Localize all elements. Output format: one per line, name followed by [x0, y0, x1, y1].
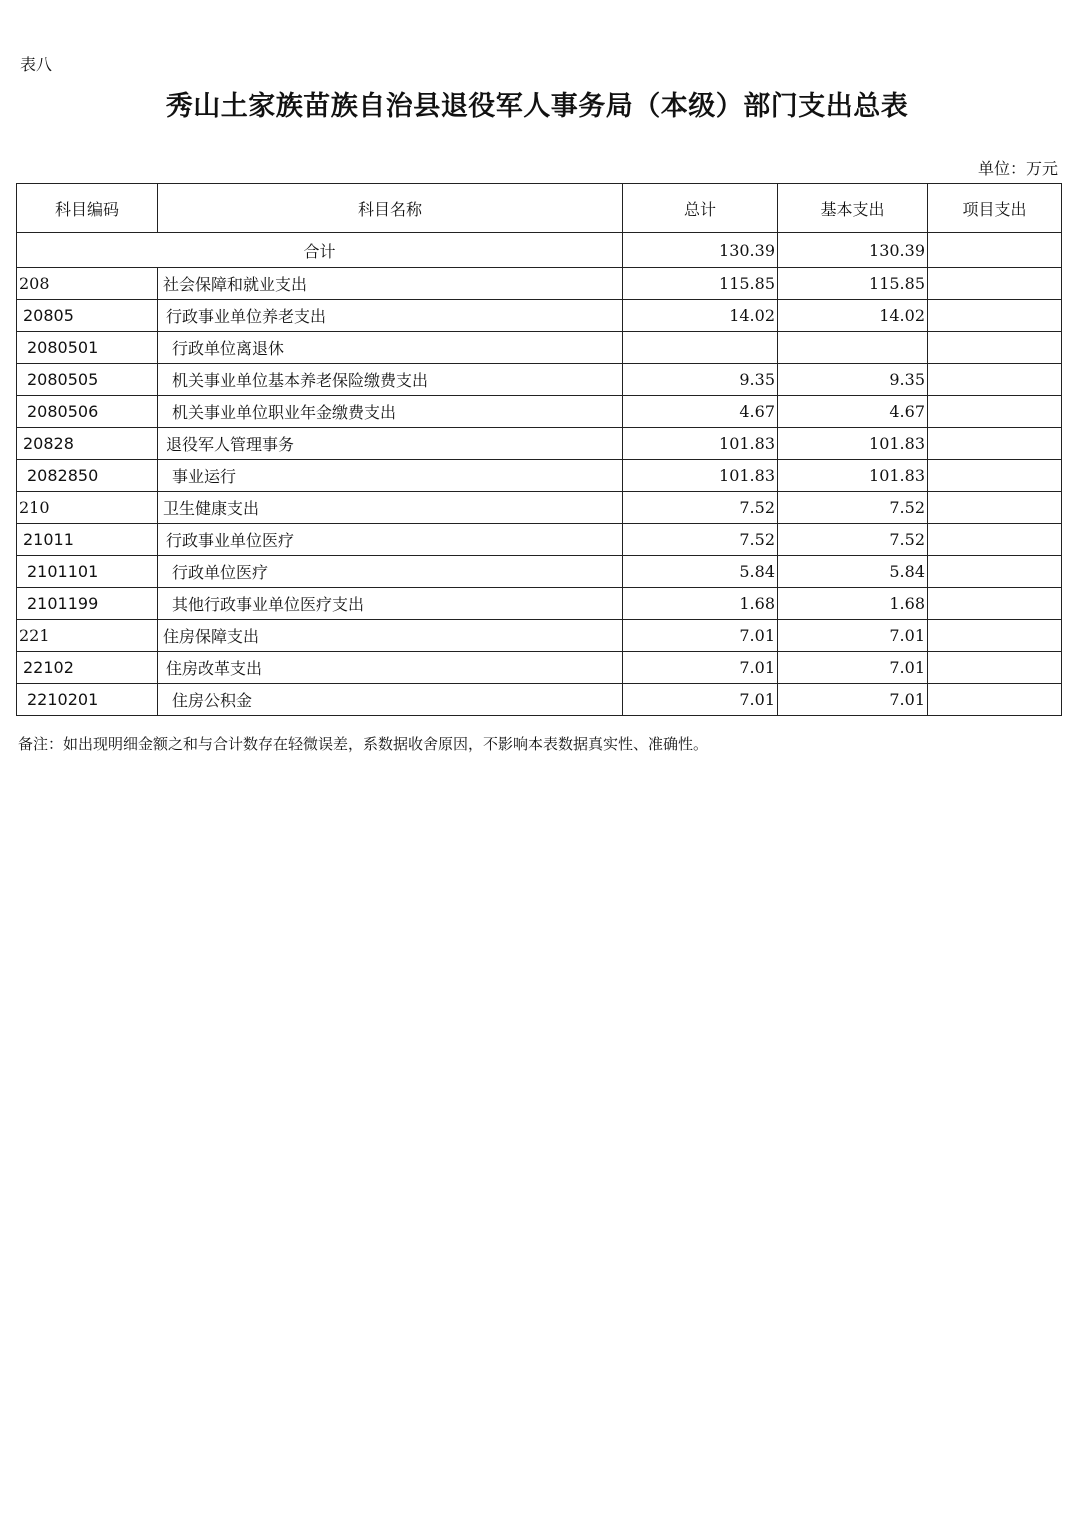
- row-basic: [778, 332, 928, 364]
- row-basic: 7.52: [778, 524, 928, 556]
- table-row: [17, 428, 1062, 460]
- table-row: [17, 684, 1062, 716]
- row-basic: 5.84: [778, 556, 928, 588]
- total-project: [928, 233, 1062, 268]
- row-project: [928, 332, 1062, 364]
- row-project: [928, 556, 1062, 588]
- row-code: 2101101: [17, 556, 158, 588]
- row-name: 事业运行: [158, 460, 623, 492]
- row-project: [928, 268, 1062, 300]
- table-number: 表八: [20, 55, 53, 74]
- row-total: 1.68: [623, 588, 778, 620]
- row-basic: 7.01: [778, 652, 928, 684]
- row-code: 20805: [17, 300, 158, 332]
- row-code: 20828: [17, 428, 158, 460]
- row-total: 115.85: [623, 268, 778, 300]
- row-basic: 101.83: [778, 428, 928, 460]
- row-total: 7.01: [623, 684, 778, 716]
- row-code: 2080506: [17, 396, 158, 428]
- row-project: [928, 428, 1062, 460]
- table-header-row: [17, 184, 1062, 233]
- row-project: [928, 524, 1062, 556]
- row-total: 101.83: [623, 428, 778, 460]
- row-code: 208: [17, 268, 158, 300]
- table-row: [17, 556, 1062, 588]
- total-basic: 130.39: [778, 233, 928, 268]
- row-name: 行政单位医疗: [158, 556, 623, 588]
- row-code: 221: [17, 620, 158, 652]
- row-name: 卫生健康支出: [158, 492, 623, 524]
- row-basic: 9.35: [778, 364, 928, 396]
- row-basic: 4.67: [778, 396, 928, 428]
- header-project: 项目支出: [928, 184, 1062, 233]
- row-total: 7.01: [623, 620, 778, 652]
- row-name: 退役军人管理事务: [158, 428, 623, 460]
- row-basic: 7.01: [778, 684, 928, 716]
- expenditure-table: [16, 183, 1062, 716]
- table-row: [17, 460, 1062, 492]
- row-project: [928, 620, 1062, 652]
- row-code: 2080505: [17, 364, 158, 396]
- row-basic: 7.52: [778, 492, 928, 524]
- row-basic: 115.85: [778, 268, 928, 300]
- row-total: 9.35: [623, 364, 778, 396]
- row-code: 21011: [17, 524, 158, 556]
- row-name: 行政事业单位养老支出: [158, 300, 623, 332]
- row-name: 住房公积金: [158, 684, 623, 716]
- row-name: 机关事业单位职业年金缴费支出: [158, 396, 623, 428]
- row-basic: 1.68: [778, 588, 928, 620]
- row-name: 住房改革支出: [158, 652, 623, 684]
- row-project: [928, 396, 1062, 428]
- header-name: 科目名称: [158, 184, 623, 233]
- row-basic: 7.01: [778, 620, 928, 652]
- row-total: 7.01: [623, 652, 778, 684]
- row-total: 7.52: [623, 524, 778, 556]
- row-code: 2082850: [17, 460, 158, 492]
- row-code: 2080501: [17, 332, 158, 364]
- header-code: 科目编码: [17, 184, 158, 233]
- row-total: 14.02: [623, 300, 778, 332]
- table-row: [17, 620, 1062, 652]
- page-title: 秀山土家族苗族自治县退役军人事务局（本级）部门支出总表: [165, 91, 909, 122]
- header-total: 总计: [623, 184, 778, 233]
- row-basic: 14.02: [778, 300, 928, 332]
- row-project: [928, 684, 1062, 716]
- row-project: [928, 460, 1062, 492]
- total-row: [17, 233, 1062, 268]
- table-row: [17, 268, 1062, 300]
- footnote: 备注：如出现明细金额之和与合计数存在轻微误差，系数据收舍原因，不影响本表数据真实性、准确性。: [18, 735, 709, 753]
- row-name: 行政事业单位医疗: [158, 524, 623, 556]
- row-basic: 101.83: [778, 460, 928, 492]
- total-total: 130.39: [623, 233, 778, 268]
- unit-label: 单位：万元: [977, 159, 1058, 178]
- row-code: 210: [17, 492, 158, 524]
- row-total: 7.52: [623, 492, 778, 524]
- row-code: 22102: [17, 652, 158, 684]
- table-row: [17, 492, 1062, 524]
- table-row: [17, 332, 1062, 364]
- row-project: [928, 588, 1062, 620]
- table-row: [17, 364, 1062, 396]
- table-row: [17, 524, 1062, 556]
- table-row: [17, 300, 1062, 332]
- row-project: [928, 364, 1062, 396]
- row-project: [928, 300, 1062, 332]
- row-total: 4.67: [623, 396, 778, 428]
- row-name: 机关事业单位基本养老保险缴费支出: [158, 364, 623, 396]
- row-name: 住房保障支出: [158, 620, 623, 652]
- total-label: 合计: [17, 233, 623, 268]
- row-total: 101.83: [623, 460, 778, 492]
- row-name: 社会保障和就业支出: [158, 268, 623, 300]
- table-row: [17, 396, 1062, 428]
- row-project: [928, 652, 1062, 684]
- table-row: [17, 588, 1062, 620]
- row-code: 2101199: [17, 588, 158, 620]
- table-row: [17, 652, 1062, 684]
- header-basic: 基本支出: [778, 184, 928, 233]
- row-name: 行政单位离退休: [158, 332, 623, 364]
- row-code: 2210201: [17, 684, 158, 716]
- row-project: [928, 492, 1062, 524]
- row-total: [623, 332, 778, 364]
- row-total: 5.84: [623, 556, 778, 588]
- row-name: 其他行政事业单位医疗支出: [158, 588, 623, 620]
